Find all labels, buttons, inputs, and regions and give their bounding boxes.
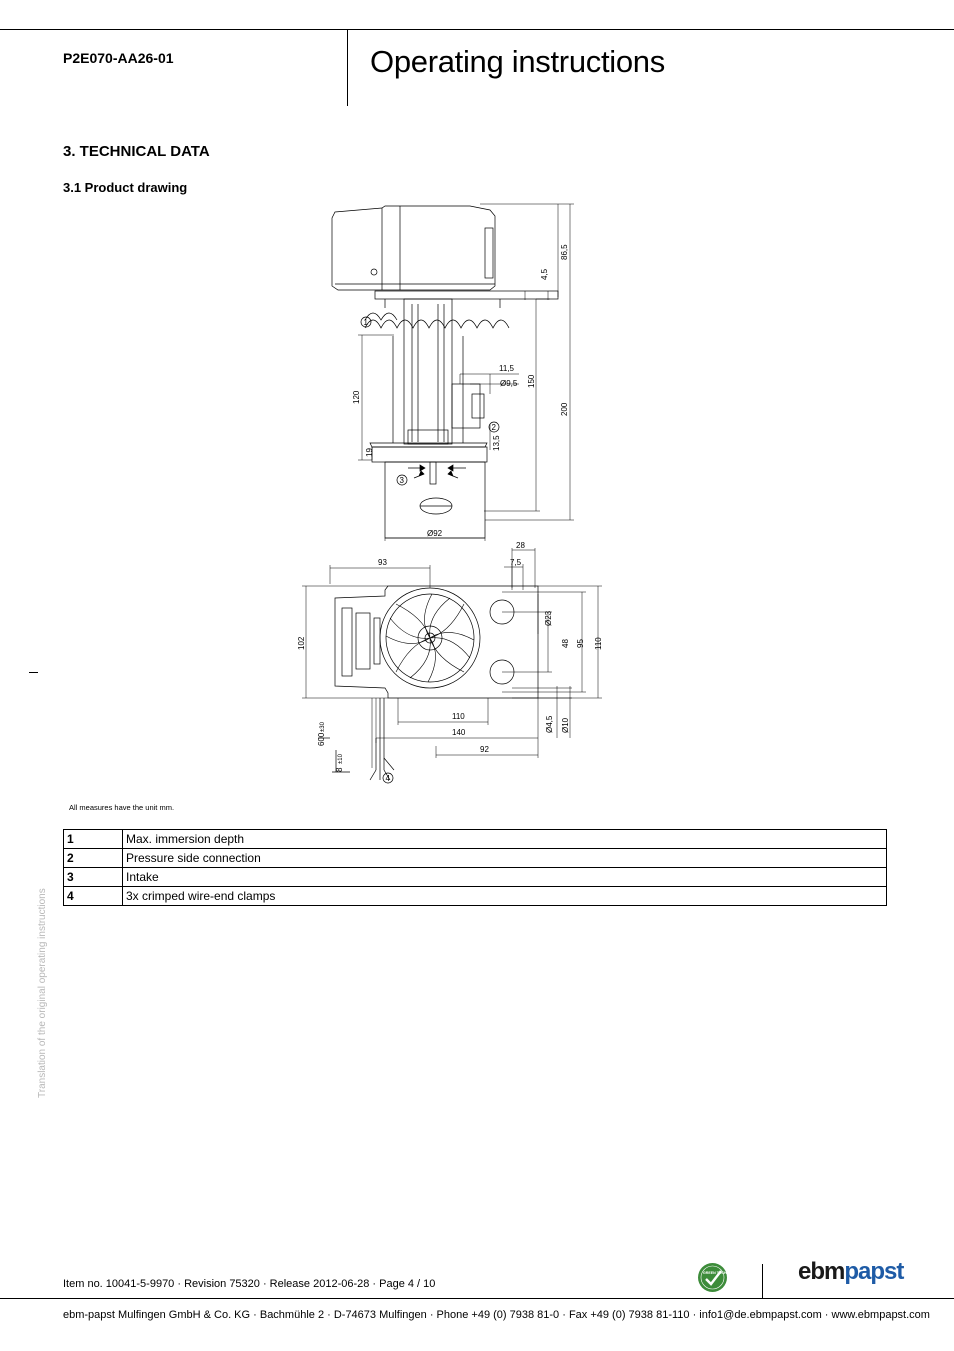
table-row — [64, 887, 887, 906]
item-revision-line: Item no. 10041-5-9970 · Revision 75320 · Release 2012-06-28 · Page 4 / 10 — [63, 1278, 436, 1290]
company-contact-line: ebm-papst Mulfingen GmbH & Co. KG · Bachmühle 2 · D-74673 Mulfingen · Phone +49 (0) 7938 81-0 · Fax +49 (0) 7938 81-110 · info1@de.ebmpapst.com · www.ebmpapst.com — [63, 1309, 930, 1321]
header-divider — [347, 29, 348, 106]
dim-140: 140 — [452, 728, 466, 737]
dim-13-5: 13,5 — [492, 435, 501, 451]
impeller-blades — [386, 594, 474, 682]
logo-part-ebm: ebm — [798, 1258, 845, 1285]
legend-number: 1 — [64, 830, 123, 849]
legend-number: 3 — [64, 868, 123, 887]
mounting-holes — [490, 600, 514, 684]
dim-11-5: 11,5 — [499, 364, 514, 373]
footer-rule — [0, 1298, 954, 1299]
dim-dia-23: Ø23 — [544, 610, 553, 626]
cable-leads — [318, 698, 394, 780]
callout-1: 1 — [363, 318, 368, 327]
dim-200: 200 — [560, 402, 569, 416]
subsection-title: 3.1 Product drawing — [63, 180, 188, 195]
badge-text: GREEN TECH — [703, 1271, 727, 1275]
callout-3: 3 — [399, 476, 404, 485]
units-note: All measures have the unit mm. — [69, 803, 175, 812]
immersion-wave — [365, 313, 509, 328]
table-row — [64, 830, 887, 849]
logo-part-papst: papst — [844, 1258, 904, 1285]
legend-text: 3x crimped wire-end clamps — [123, 887, 887, 906]
dim-110-vertical: 110 — [594, 637, 603, 650]
table-row — [64, 849, 887, 868]
callout-4: 4 — [385, 774, 390, 783]
dim-93: 93 — [378, 558, 387, 567]
dim-600: 600 — [317, 732, 326, 746]
dim-19: 19 — [365, 448, 374, 457]
dim-dia-10: Ø10 — [561, 717, 570, 733]
mounting-flange — [375, 291, 558, 308]
dim-120: 120 — [352, 390, 361, 404]
dim-110-horizontal: 110 — [452, 712, 465, 721]
green-tech-badge-icon — [697, 1262, 728, 1293]
table-row — [64, 868, 887, 887]
product-drawing — [290, 198, 620, 793]
legend-number: 2 — [64, 849, 123, 868]
legend-table — [63, 829, 887, 906]
model-number: P2E070-AA26-01 — [63, 50, 174, 66]
callout-circles — [361, 317, 499, 783]
dim-7-5: 7,5 — [510, 558, 522, 567]
dim-48: 48 — [561, 639, 570, 648]
section-title: 3. TECHNICAL DATA — [63, 143, 210, 160]
legend-number: 4 — [64, 887, 123, 906]
dim-8-tolerance: ±10 — [338, 754, 344, 764]
legend-text: Intake — [123, 868, 887, 887]
pressure-outlet — [452, 384, 484, 428]
dim-dia-92: Ø92 — [427, 529, 443, 538]
dim-600-tolerance: ±30 — [320, 722, 326, 732]
dim-92: 92 — [480, 745, 489, 754]
dim-86-5: 86,5 — [560, 244, 569, 260]
motor-housing — [332, 206, 495, 290]
dim-4-5: 4,5 — [540, 268, 549, 280]
callout-2: 2 — [491, 423, 496, 432]
document-title: Operating instructions — [370, 44, 665, 79]
dim-150: 150 — [527, 374, 536, 388]
side-view-dimensions — [358, 204, 574, 541]
pump-shaft — [393, 299, 463, 444]
dim-95: 95 — [576, 639, 585, 648]
ebmpapst-logo — [798, 1258, 903, 1286]
dim-dia-4-5: Ø4,5 — [545, 715, 554, 733]
header-top-rule — [0, 29, 954, 30]
legend-text: Max. immersion depth — [123, 830, 887, 849]
dim-dia-9-5: Ø9,5 — [500, 379, 518, 388]
legend-text: Pressure side connection — [123, 849, 887, 868]
translation-note: Translation of the original operating instructions — [37, 888, 48, 1098]
dim-8: 8 — [335, 767, 344, 772]
dim-28: 28 — [516, 541, 525, 550]
footer-divider — [762, 1264, 763, 1298]
fold-mark — [29, 672, 38, 673]
intake-arrows — [408, 465, 466, 514]
dim-102: 102 — [297, 636, 306, 650]
pump-base — [370, 443, 487, 538]
